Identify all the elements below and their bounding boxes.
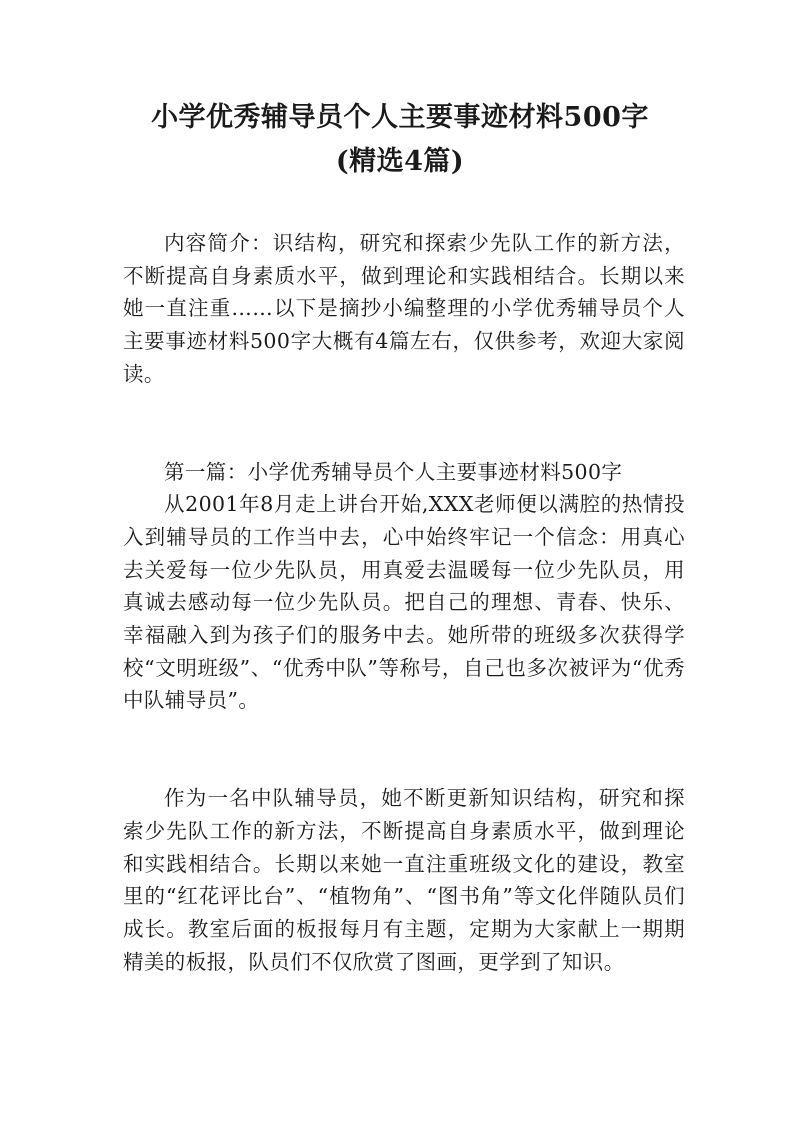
paragraph-spacer: [123, 391, 685, 456]
body-paragraph-1: 从2001年8月走上讲台开始,XXX老师便以满腔的热情投入到辅导员的工作当中去，心中始终牢记一个信念：用真心去关爱每一位少先队员，用真爱去温暖每一位少先队员，用真诚去感动每一位少先队员。把自己的理想、青春、快乐、幸福融入到为孩子们的服务中去。她所带的班级多次获得学校“文明班级”、“优秀中队”等称号，自己也多次被评为“优秀中队辅导员”。: [123, 492, 685, 713]
title-line-sub: (精选4篇): [335, 146, 465, 177]
paragraph-spacer: [123, 717, 685, 782]
section-heading: 第一篇：小学优秀辅导员个人主要事迹材料500字: [164, 459, 623, 484]
title-line-main: 小学优秀辅导员个人主要事迹材料500字: [151, 102, 649, 133]
intro-paragraph: 内容简介：识结构，研究和探索少先队工作的新方法，不断提高自身素质水平，做到理论和实践相结合。长期以来她一直注重……以下是摘抄小编整理的小学优秀辅导员个人主要事迹材料500字大概有4篇左右，仅供参考，欢迎大家阅读。: [123, 231, 685, 386]
document-body: [123, 227, 685, 978]
body-paragraph-2: 作为一名中队辅导员，她不断更新知识结构，研究和探索少先队工作的新方法，不断提高自身素质水平，做到理论和实践相结合。长期以来她一直注重班级文化的建设，教室里的“红花评比台”、“植物角”、“图书角”等文化伴随队员们成长。教室后面的板报每月有主题，定期为大家献上一期期精美的板报，队员们不仅欣赏了图画，更学到了知识。: [123, 786, 685, 974]
document-title: [100, 96, 700, 184]
